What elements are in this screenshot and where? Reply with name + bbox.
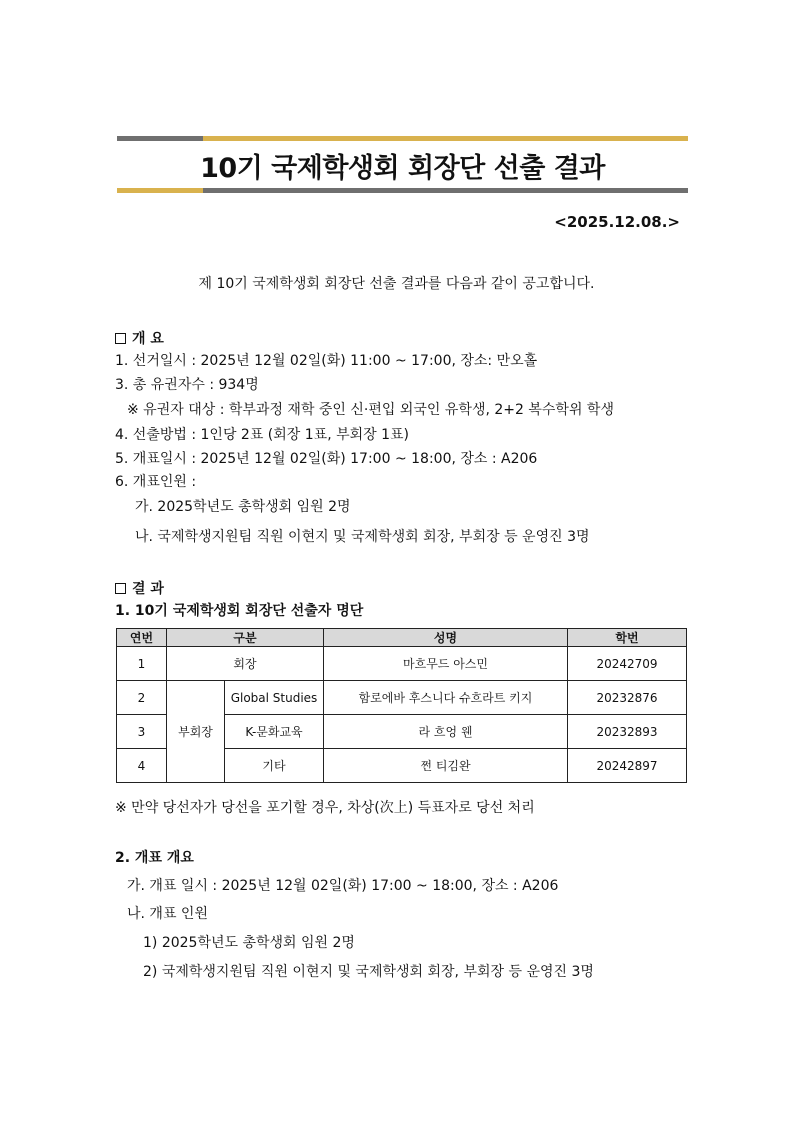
- cell-id: 20242709: [568, 647, 687, 681]
- header-bar-bottom-gray: [203, 188, 688, 193]
- document-date: <2025.12.08.>: [554, 213, 680, 231]
- header-category: 구분: [167, 629, 324, 647]
- counting-heading: 2. 개표 개요: [115, 850, 194, 866]
- overview-line-8: 나. 국제학생지원팀 직원 이현지 및 국제학생회 회장, 부회장 등 운영진 3명: [135, 529, 590, 545]
- cell-name: 마흐무드 아스민: [324, 647, 568, 681]
- cell-id: 20242897: [568, 749, 687, 783]
- counting-line-2: 나. 개표 인원: [127, 906, 208, 922]
- header-id: 학번: [568, 629, 687, 647]
- cell-no: 3: [117, 715, 167, 749]
- counting-line-3: 1) 2025학년도 총학생회 임원 2명: [143, 935, 355, 951]
- overview-line-5: 5. 개표일시 : 2025년 12월 02일(화) 17:00 ~ 18:00, 장소 : A206: [115, 451, 538, 467]
- overview-line-7: 가. 2025학년도 총학생회 임원 2명: [135, 499, 351, 515]
- results-heading-text: 결 과: [132, 581, 164, 597]
- overview-heading: [115, 328, 164, 348]
- cell-sub: K-문화교육: [225, 715, 324, 749]
- cell-category: 부회장: [167, 681, 225, 783]
- header-name: 성명: [324, 629, 568, 647]
- overview-line-2: 3. 총 유권자수 : 934명: [115, 377, 259, 393]
- cell-name: 함로에바 후스니다 슈흐라트 키지: [324, 681, 568, 715]
- counting-line-1: 가. 개표 일시 : 2025년 12월 02일(화) 17:00 ~ 18:00, 장소 : A206: [127, 878, 559, 894]
- table-row: [117, 647, 687, 681]
- cell-category: 회장: [167, 647, 324, 681]
- cell-id: 20232876: [568, 681, 687, 715]
- counting-line-4: 2) 국제학생지원팀 직원 이현지 및 국제학생회 회장, 부회장 등 운영진 3명: [143, 964, 594, 980]
- overview-line-3: ※ 유권자 대상 : 학부과정 재학 중인 신·편입 외국인 유학생, 2+2 복수학위 학생: [127, 402, 614, 418]
- header-bar-top-gray: [117, 136, 203, 141]
- cell-sub: Global Studies: [225, 681, 324, 715]
- cell-id: 20232893: [568, 715, 687, 749]
- results-subheading: 1. 10기 국제학생회 회장단 선출자 명단: [115, 603, 364, 619]
- cell-no: 2: [117, 681, 167, 715]
- overview-line-6: 6. 개표인원 :: [115, 474, 197, 490]
- checkbox-square-icon: [115, 333, 126, 344]
- document-title: 10기 국제학생회 회장단 선출 결과: [200, 153, 605, 184]
- overview-heading-text: 개 요: [132, 331, 164, 347]
- header-bar-bottom-gold: [117, 188, 203, 193]
- table-header-row: [117, 629, 687, 647]
- table-row: [117, 681, 687, 715]
- checkbox-square-icon: [115, 583, 126, 594]
- cell-name: 쩐 티김완: [324, 749, 568, 783]
- overview-line-1: 1. 선거일시 : 2025년 12월 02일(화) 11:00 ~ 17:00, 장소: 만오홀: [115, 353, 538, 369]
- intro-text: 제 10기 국제학생회 회장단 선출 결과를 다음과 같이 공고합니다.: [198, 276, 595, 292]
- cell-sub: 기타: [225, 749, 324, 783]
- cell-name: 라 흐엉 웬: [324, 715, 568, 749]
- results-heading: [115, 578, 164, 598]
- cell-no: 1: [117, 647, 167, 681]
- header-bar-top-gold: [203, 136, 688, 141]
- header-no: 연번: [117, 629, 167, 647]
- results-note: ※ 만약 당선자가 당선을 포기할 경우, 차상(次上) 득표자로 당선 처리: [115, 800, 535, 816]
- overview-line-4: 4. 선출방법 : 1인당 2표 (회장 1표, 부회장 1표): [115, 427, 410, 443]
- cell-no: 4: [117, 749, 167, 783]
- results-table: [116, 628, 687, 783]
